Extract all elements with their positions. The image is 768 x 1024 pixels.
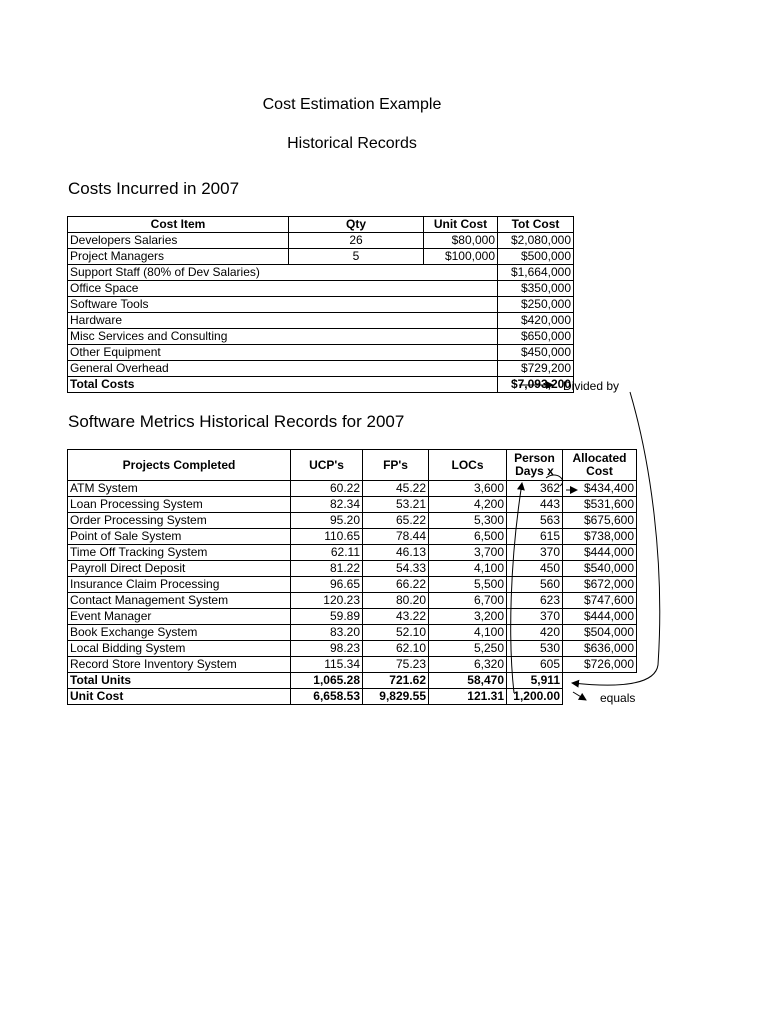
col-loc: LOCs — [429, 450, 507, 481]
metrics-heading: Software Metrics Historical Records for 2007 — [68, 412, 405, 431]
ucp-value: 120.23 — [291, 593, 363, 609]
cost-item: Office Space — [68, 281, 498, 297]
tot-cost: $2,080,000 — [498, 233, 574, 249]
fp-value: 65.22 — [363, 513, 429, 529]
ucp-value: 62.11 — [291, 545, 363, 561]
total-costs-label: Total Costs — [68, 377, 498, 393]
fp-value: 66.22 — [363, 577, 429, 593]
person-days-value: 605 — [507, 657, 563, 673]
fp-value: 62.10 — [363, 641, 429, 657]
allocated-cost-value: $504,000 — [563, 625, 637, 641]
allocated-cost-value: $726,000 — [563, 657, 637, 673]
ucp-value: 81.22 — [291, 561, 363, 577]
project-name: Loan Processing System — [68, 497, 291, 513]
fp-value: 75.23 — [363, 657, 429, 673]
project-name: Book Exchange System — [68, 625, 291, 641]
tot-cost: $650,000 — [498, 329, 574, 345]
person-days-value: 370 — [507, 545, 563, 561]
project-name: Time Off Tracking System — [68, 545, 291, 561]
arrow-days-up — [511, 483, 522, 693]
allocated-cost-value: $444,000 — [563, 609, 637, 625]
person-days-value: 615 — [507, 529, 563, 545]
loc-value: 3,700 — [429, 545, 507, 561]
allocated-cost-value: $738,000 — [563, 529, 637, 545]
fp-value: 80.20 — [363, 593, 429, 609]
unit-cost: $80,000 — [424, 233, 498, 249]
unit-cost-label: Unit Cost — [68, 689, 291, 705]
arrow-multiply — [546, 475, 563, 486]
ucp-value: 60.22 — [291, 481, 363, 497]
ucp-value: 83.20 — [291, 625, 363, 641]
fp-value: 78.44 — [363, 529, 429, 545]
allocated-cost-value: $531,600 — [563, 497, 637, 513]
project-name: Local Bidding System — [68, 641, 291, 657]
ucp-value: 95.20 — [291, 513, 363, 529]
cost-item: Software Tools — [68, 297, 498, 313]
col-projects: Projects Completed — [68, 450, 291, 481]
cost-item: Project Managers — [68, 249, 289, 265]
project-name: Payroll Direct Deposit — [68, 561, 291, 577]
total-loc: 58,470 — [429, 673, 507, 689]
fp-value: 43.22 — [363, 609, 429, 625]
tot-cost: $1,664,000 — [498, 265, 574, 281]
unit-cost-loc: 121.31 — [429, 689, 507, 705]
loc-value: 4,100 — [429, 625, 507, 641]
col-cost-item: Cost Item — [68, 217, 289, 233]
person-days-value: 362 — [507, 481, 563, 497]
loc-value: 6,700 — [429, 593, 507, 609]
fp-value: 54.33 — [363, 561, 429, 577]
fp-value: 45.22 — [363, 481, 429, 497]
costs-heading: Costs Incurred in 2007 — [68, 179, 240, 198]
loc-value: 6,320 — [429, 657, 507, 673]
total-costs-value: $7,093,200 — [498, 377, 574, 393]
project-name: Order Processing System — [68, 513, 291, 529]
loc-value: 5,300 — [429, 513, 507, 529]
col-tot-cost: Tot Cost — [498, 217, 574, 233]
unit-cost-fp: 9,829.55 — [363, 689, 429, 705]
project-name: Point of Sale System — [68, 529, 291, 545]
arrow-long-curve — [572, 392, 660, 685]
equals-note: equals — [600, 691, 636, 705]
unit-cost: $100,000 — [424, 249, 498, 265]
project-name: ATM System — [68, 481, 291, 497]
loc-value: 4,200 — [429, 497, 507, 513]
cost-item: Developers Salaries — [68, 233, 289, 249]
allocated-cost-value: $675,600 — [563, 513, 637, 529]
person-days-value: 563 — [507, 513, 563, 529]
allocated-cost-value: $747,600 — [563, 593, 637, 609]
col-qty: Qty — [289, 217, 424, 233]
col-person-days: Person Days x — [507, 450, 563, 481]
loc-value: 4,100 — [429, 561, 507, 577]
allocated-cost-value: $636,000 — [563, 641, 637, 657]
qty: 26 — [289, 233, 424, 249]
ucp-value: 115.34 — [291, 657, 363, 673]
divided-by-note: Divided by — [563, 379, 620, 393]
tot-cost: $729,200 — [498, 361, 574, 377]
col-allocated-cost: Allocated Cost — [563, 450, 637, 481]
tot-cost: $450,000 — [498, 345, 574, 361]
loc-value: 3,200 — [429, 609, 507, 625]
project-name: Record Store Inventory System — [68, 657, 291, 673]
total-fp: 721.62 — [363, 673, 429, 689]
unit-cost-ucp: 6,658.53 — [291, 689, 363, 705]
project-name: Event Manager — [68, 609, 291, 625]
total-units-label: Total Units — [68, 673, 291, 689]
fp-value: 52.10 — [363, 625, 429, 641]
tot-cost: $350,000 — [498, 281, 574, 297]
total-ucp: 1,065.28 — [291, 673, 363, 689]
ucp-value: 59.89 — [291, 609, 363, 625]
arrow-equals — [573, 692, 586, 700]
loc-value: 3,600 — [429, 481, 507, 497]
cost-item: Support Staff (80% of Dev Salaries) — [68, 265, 498, 281]
allocated-cost-value: $434,400 — [563, 481, 637, 497]
unit-cost-days: 1,200.00 — [507, 689, 563, 705]
person-days-value: 530 — [507, 641, 563, 657]
loc-value: 6,500 — [429, 529, 507, 545]
person-days-value: 370 — [507, 609, 563, 625]
ucp-value: 98.23 — [291, 641, 363, 657]
person-days-value: 420 — [507, 625, 563, 641]
allocated-cost-value: $672,000 — [563, 577, 637, 593]
ucp-value: 96.65 — [291, 577, 363, 593]
person-days-value: 443 — [507, 497, 563, 513]
cost-item: Misc Services and Consulting — [68, 329, 498, 345]
allocated-cost-value: $444,000 — [563, 545, 637, 561]
cost-item: General Overhead — [68, 361, 498, 377]
person-days-value: 450 — [507, 561, 563, 577]
tot-cost: $250,000 — [498, 297, 574, 313]
tot-cost: $420,000 — [498, 313, 574, 329]
total-days: 5,911 — [507, 673, 563, 689]
cost-item: Hardware — [68, 313, 498, 329]
col-unit-cost: Unit Cost — [424, 217, 498, 233]
tot-cost: $500,000 — [498, 249, 574, 265]
col-fp: FP's — [363, 450, 429, 481]
project-name: Insurance Claim Processing — [68, 577, 291, 593]
col-ucp: UCP's — [291, 450, 363, 481]
loc-value: 5,250 — [429, 641, 507, 657]
person-days-value: 623 — [507, 593, 563, 609]
ucp-value: 82.34 — [291, 497, 363, 513]
person-days-value: 560 — [507, 577, 563, 593]
allocated-cost-value: $540,000 — [563, 561, 637, 577]
ucp-value: 110.65 — [291, 529, 363, 545]
fp-value: 46.13 — [363, 545, 429, 561]
fp-value: 53.21 — [363, 497, 429, 513]
loc-value: 5,500 — [429, 577, 507, 593]
project-name: Contact Management System — [68, 593, 291, 609]
page-title: Cost Estimation Example — [262, 96, 442, 113]
cost-item: Other Equipment — [68, 345, 498, 361]
qty: 5 — [289, 249, 424, 265]
page-subtitle: Historical Records — [287, 135, 417, 152]
